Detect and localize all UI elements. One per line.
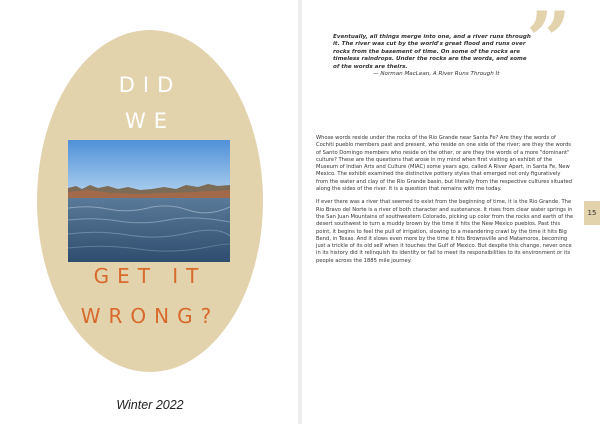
title-line-3: GET IT bbox=[93, 264, 207, 288]
title-line-4: WRONG? bbox=[80, 304, 220, 328]
title-line-1: DID bbox=[118, 73, 182, 97]
quote-attribution: — Norman MacLean, A River Runs Through It bbox=[373, 71, 500, 78]
article-paragraph-1: Whose words reside under the rocks of the Rio Grande near Santa Fe? Are they the words of Cochiti pueblo members past and present, who reside on one side of the river; are they the words of Santo Domingo members who reside on the other, or are they the words of a more "dominant" culture? These are the questions that arose in my mind when first visiting an exhibit of the Museum of Indian Arts and Culture (MIAC) some years ago, called A River Apart, in Santa Fe, New Mexico. The exhibit examined the distinctive pottery styles that emerged not only figuratively from the water and clay of the Rio Grande basin, but literally from the respective cultures situated along the sides of the river. It is a question that remains with me today. bbox=[316, 135, 572, 193]
quote-mark-icon: ” bbox=[526, 0, 571, 86]
river-photo bbox=[68, 140, 230, 262]
epigraph-quote bbox=[333, 34, 533, 78]
page-number-tab: 15 bbox=[584, 201, 600, 225]
title-line-2: WE bbox=[124, 109, 176, 133]
quote-text: Eventually, all things merge into one, and a river runs through it. The river was cut by the world's great flood and runs over rocks from the basement of time. On some of the rocks are timeless raindrops. Under the rocks are the words, and some of the words are theirs. bbox=[333, 34, 531, 70]
article-paragraph-2: If ever there was a river that seemed to exist from the beginning of time, it is the Rio Grande. The Rio Bravo del Norte is a river of both character and sustenance. It rises from clear water springs in the San Juan Mountains of southwestern Colorado, picking up color from the rocks and earth of the desert southwest to turn a muddy brown by the time it hits the New Mexico pueblos. Past this point, it begins to feel the pull of irrigation, slowing to a meandering crawl by the time it hits Big Bend, in Texas. And it slows even more by the time it hits Brownsville and Matamoros, becoming just a trickle of its old self when it touches the Gulf of Mexico. But despite this change, never once in its history did it relinquish its identity or fail to meet its responsibilities to its environment or its people across the 1885 mile journey. bbox=[316, 199, 574, 264]
article-body bbox=[316, 135, 574, 271]
issue-label: Winter 2022 bbox=[116, 398, 184, 412]
